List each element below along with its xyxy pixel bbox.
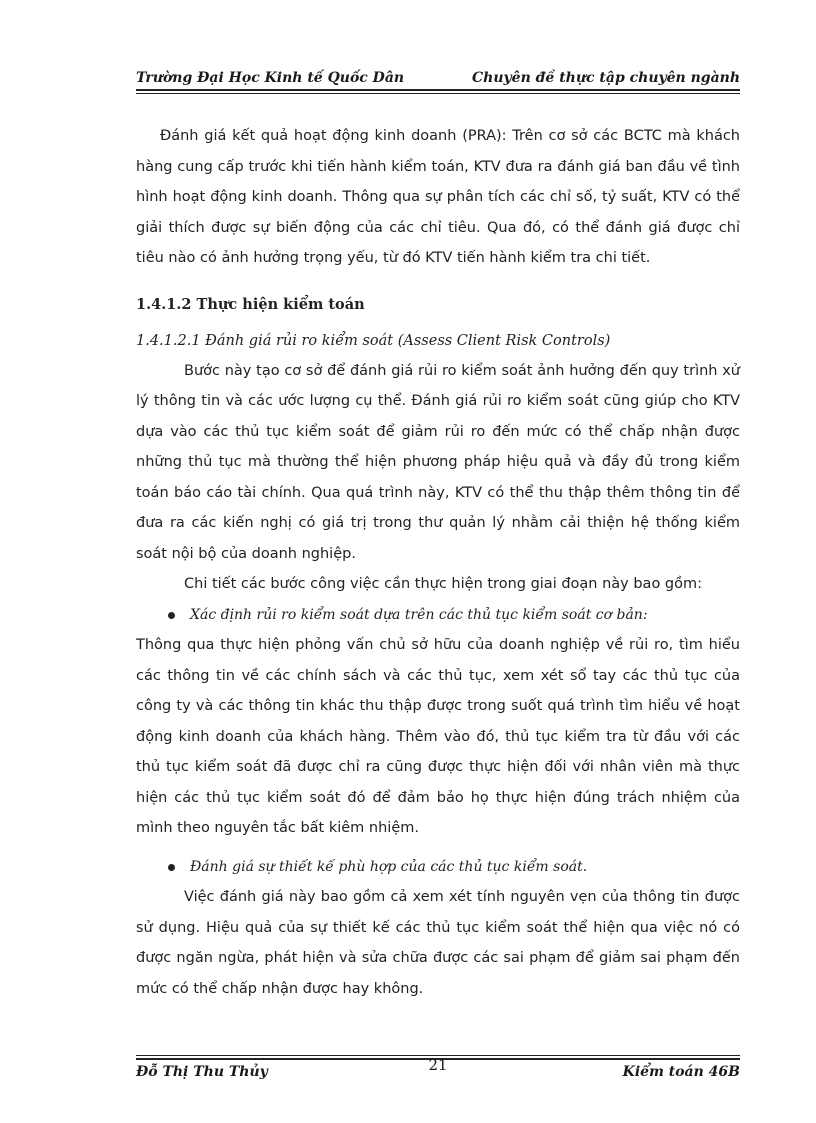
- footer-class: Kiểm toán 46B: [622, 1064, 740, 1080]
- footer-author: Đỗ Thị Thu Thủy: [136, 1064, 268, 1080]
- paragraph-risk-assessment: Bước này tạo cơ sở để đánh giá rủi ro kiểm soát ảnh hưởng đến quy trình xử lý thông tin và các ước lượng cụ thể. Đánh giá rủi ro kiểm soát cũng giúp cho KTV dựa vào các thủ tục kiểm soát để giảm rủi ro đến mức có thể chấp nhận được những thủ tục mà thường thể hiện phương pháp hiệu quả và đầy đủ trong kiểm toán báo cáo tài chính. Qua quá trình này, KTV có thể thu thập thêm thông tin để đưa ra các kiến nghị có giá trị trong thư quản lý nhằm cải thiện hệ thống kiểm soát nội bộ của doanh nghiệp.: [136, 362, 740, 562]
- header-university: Trường Đại Học Kinh tế Quốc Dân: [136, 70, 405, 86]
- paragraph-pra: Đánh giá kết quả hoạt động kinh doanh (PRA): Trên cơ sở các BCTC mà khách hàng cung cấp trước khi tiến hành kiểm toán, KTV đưa ra đánh giá ban đầu về tình hình hoạt động kinh doanh. Thông qua sự phân tích các chỉ số, tỷ suất, KTV có thể giải thích được sự biến động của các chỉ tiêu. Qua đó, có thể đánh giá được chỉ tiêu nào có ảnh hưởng trọng yếu, từ đó KTV tiến hành kiểm tra chi tiết.: [136, 128, 740, 266]
- page-body: [136, 121, 740, 1004]
- paragraph-design-evaluation: Việc đánh giá này bao gồm cả xem xét tính nguyên vẹn của thông tin được sử dụng. Hiệu quả của sự thiết kế các thủ tục kiểm soát thể hiện qua việc nó có được ngăn ngừa, phát hiện và sửa chữa được các sai phạm để giảm sai phạm đến mức có thể chấp nhận được hay không.: [136, 889, 740, 997]
- bullet-text-1: Xác định rủi ro kiểm soát dựa trên các thủ tục kiểm soát cơ bản:: [190, 606, 648, 623]
- page-number: 21: [428, 1056, 448, 1074]
- bullet-text-2: Đánh giá sự thiết kế phù hợp của các thủ tục kiểm soát.: [190, 858, 588, 875]
- header-divider-thin: [136, 93, 740, 94]
- paragraph-steps-intro: Chi tiết các bước công việc cần thực hiện trong giai đoạn này bao gồm:: [184, 576, 703, 592]
- bullet-icon: [168, 612, 175, 619]
- bullet-item-2: [136, 852, 740, 883]
- paragraph-interview: Thông qua thực hiện phỏng vấn chủ sở hữu của doanh nghiệp về rủi ro, tìm hiểu các thông tin về các chính sách và các thủ tục, xem xét sổ tay các thủ tục của công ty và các thông tin khác thu thập được trong suốt quá trình tìm hiểu về hoạt động kinh doanh của khách hàng. Thêm vào đó, thủ tục kiểm tra từ đầu với các thủ tục kiểm soát đã được chỉ ra cũng được thực hiện đối với nhân viên mà thực hiện các thủ tục kiểm soát đó để đảm bảo họ thực hiện đúng trách nhiệm của mình theo nguyên tắc bất kiêm nhiệm.: [136, 637, 740, 836]
- header-report-title: Chuyên đề thực tập chuyên ngành: [472, 70, 740, 86]
- subsection-heading: 1.4.1.2.1 Đánh giá rủi ro kiểm soát (Assess Client Risk Controls): [136, 332, 611, 349]
- page-header: [136, 70, 740, 90]
- section-heading: 1.4.1.2 Thực hiện kiểm toán: [136, 295, 365, 313]
- page-footer: [136, 1056, 740, 1084]
- bullet-icon: [168, 864, 175, 871]
- bullet-item-1: [136, 600, 740, 631]
- header-divider: [136, 89, 740, 91]
